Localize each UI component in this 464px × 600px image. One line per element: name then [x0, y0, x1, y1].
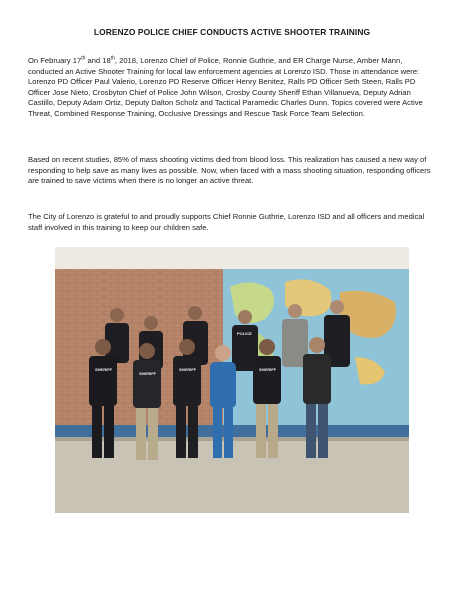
document-title: LORENZO POLICE CHIEF CONDUCTS ACTIVE SHOOTER TRAINING — [93, 27, 371, 37]
vest-label: POLICE — [237, 331, 252, 336]
group-photo — [55, 247, 409, 513]
superscript-th: th — [81, 55, 86, 62]
paragraph-gratitude: The City of Lorenzo is grateful to and proudly supports Chief Ronnie Guthrie, Lorenzo ISD and all officers and medical staff involved in this training to keep our children safe. — [28, 212, 425, 232]
vest-label: SHERIFF — [95, 367, 113, 372]
paragraph-1-post: , 2018, Lorenzo Chief of Police, Ronnie Guthrie, and ER Charge Nurse, Amber Mann, conducted an Active Shooter Training for local law enforcement agencies at Lorenzo ISD. Those in attendance were: Lorenzo PD Officer Paul Valerio, Lorenzo PD Reserve Officer Henry Benitez, Ralls PD Officer Seth Steen, Ralls PD Officer Jose Nieto, Crosbyton Chief of Police John Wilson, Crosby County Sheriff Ethan Villanueva, Deputy Adrian Castillo, Deputy Adam Ortiz, Deputy Dalton Scholz and Tactical Paramedic Charles Dunn. Topics covered were Active Threat, Combined Response Training, Occlusive Dressings and Rescue Task Force Team Selection. — [28, 56, 423, 118]
superscript-th: th — [110, 55, 115, 62]
paragraph-training-details — [28, 56, 436, 120]
group-photo-illustration — [55, 247, 409, 513]
vest-label: SHERIFF — [179, 367, 197, 372]
paragraph-studies: Based on recent studies, 85% of mass shooting victims died from blood loss. This realization has caused a new way of responding to help save as many lives as possible. Now, when faced with a mass shooting situation, responding officers are trained to save victims when there is no longer an active threat. — [28, 155, 431, 186]
vest-label: SHERIFF — [139, 371, 157, 376]
ceiling — [55, 247, 409, 269]
paragraph-1-mid: and 18 — [85, 56, 111, 65]
paragraph-1-pre: On February 17 — [28, 56, 82, 65]
vest-label: SHERIFF — [259, 367, 277, 372]
